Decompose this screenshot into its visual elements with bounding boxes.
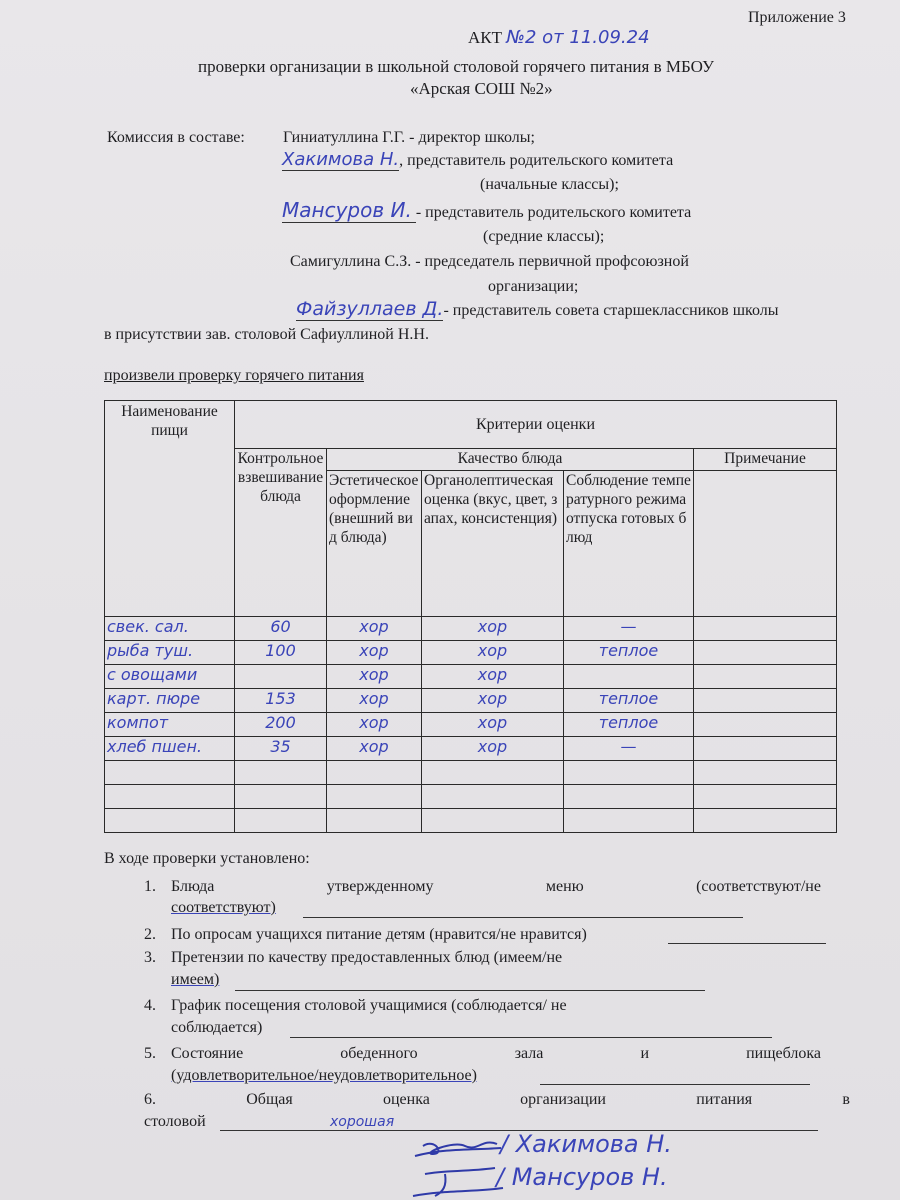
finding-5-word: обеденного bbox=[340, 1045, 418, 1062]
finding-6-word: Общая bbox=[246, 1091, 293, 1108]
cell-temperature: теплое bbox=[564, 641, 694, 665]
cell-weight: 60 bbox=[235, 617, 327, 641]
finding-1-word: утвержденному bbox=[326, 878, 434, 895]
table-row bbox=[105, 665, 837, 689]
table-row bbox=[105, 761, 837, 785]
member-5-signature: Файзуллаев Д. bbox=[296, 298, 444, 320]
cell-note bbox=[694, 737, 837, 761]
commission-member-4: Самигуллина С.З. - председатель первичной профсоюзной bbox=[290, 253, 689, 270]
cell-temperature bbox=[564, 785, 694, 809]
overall-rating-handwritten: хорошая bbox=[330, 1114, 395, 1130]
finding-number-2: 2. bbox=[144, 926, 156, 943]
commission-member-3 bbox=[282, 200, 691, 223]
cell-dish: с овощами bbox=[105, 665, 235, 689]
cell-aesthetic bbox=[327, 761, 422, 785]
cell-temperature: теплое bbox=[564, 689, 694, 713]
cell-note bbox=[694, 665, 837, 689]
finding-4-text-b: соблюдается) bbox=[171, 1019, 263, 1036]
header-note: Примечание bbox=[694, 449, 837, 471]
finding-1-word: (соответствуют/не bbox=[696, 878, 821, 895]
cell-dish: рыба туш. bbox=[105, 641, 235, 665]
finding-6-word: питания bbox=[696, 1091, 753, 1108]
cell-aesthetic bbox=[327, 785, 422, 809]
cell-aesthetic: хор bbox=[327, 713, 422, 737]
cell-organoleptic bbox=[422, 761, 564, 785]
commission-label: Комиссия в составе: bbox=[107, 129, 245, 146]
cell-temperature bbox=[564, 665, 694, 689]
header-temperature: Соблюдение температурного режима отпуска готовых блюд bbox=[564, 471, 694, 617]
finding-number-3: 3. bbox=[144, 949, 156, 966]
cell-weight: 200 bbox=[235, 713, 327, 737]
cell-dish: свек. сал. bbox=[105, 617, 235, 641]
cell-note bbox=[694, 761, 837, 785]
cell-dish bbox=[105, 761, 235, 785]
table-row bbox=[105, 641, 837, 665]
cell-weight bbox=[235, 809, 327, 833]
member-2-class: (начальные классы); bbox=[480, 176, 619, 193]
table-row bbox=[105, 713, 837, 737]
finding-number-5: 5. bbox=[144, 1045, 156, 1062]
cell-organoleptic: хор bbox=[422, 617, 564, 641]
cell-temperature: — bbox=[564, 617, 694, 641]
table-row bbox=[105, 785, 837, 809]
cell-aesthetic: хор bbox=[327, 641, 422, 665]
finding-5-word: Состояние bbox=[171, 1045, 244, 1062]
cell-note bbox=[694, 689, 837, 713]
cell-organoleptic bbox=[422, 785, 564, 809]
finding-4-text-a: График посещения столовой учащимися (соблюдается/ не bbox=[171, 997, 567, 1014]
cell-weight: 153 bbox=[235, 689, 327, 713]
cell-weight bbox=[235, 665, 327, 689]
cell-organoleptic: хор bbox=[422, 665, 564, 689]
act-heading bbox=[468, 27, 650, 48]
header-dish-name: Наименование пищи bbox=[105, 401, 235, 617]
appendix-label: Приложение 3 bbox=[748, 9, 846, 26]
cell-weight: 100 bbox=[235, 641, 327, 665]
commission-member-2 bbox=[282, 150, 673, 171]
cell-aesthetic: хор bbox=[327, 737, 422, 761]
header-quality: Качество блюда bbox=[327, 449, 694, 471]
cell-note bbox=[694, 713, 837, 737]
cell-weight bbox=[235, 761, 327, 785]
cell-temperature: — bbox=[564, 737, 694, 761]
finding-6-word: организации bbox=[520, 1091, 606, 1108]
cell-temperature bbox=[564, 761, 694, 785]
finding-1-line-a bbox=[171, 877, 821, 897]
act-number-handwritten: №2 от 11.09.24 bbox=[506, 27, 650, 48]
table-row bbox=[105, 737, 837, 761]
cell-note bbox=[694, 809, 837, 833]
cell-organoleptic bbox=[422, 809, 564, 833]
answer-line-2 bbox=[668, 943, 826, 944]
finding-6-line-b: столовой bbox=[144, 1113, 206, 1130]
header-criteria: Критерии оценки bbox=[235, 401, 837, 449]
cell-weight bbox=[235, 785, 327, 809]
header-aesthetic: Эстетическое оформление (внешний вид блюда) bbox=[327, 471, 422, 617]
cell-note bbox=[694, 785, 837, 809]
cell-dish bbox=[105, 809, 235, 833]
answer-line-3 bbox=[235, 990, 705, 991]
member-3-class: (средние классы); bbox=[483, 228, 605, 245]
act-prefix: АКТ bbox=[468, 28, 502, 47]
cell-aesthetic: хор bbox=[327, 617, 422, 641]
cell-organoleptic: хор bbox=[422, 713, 564, 737]
finding-5-word: зала bbox=[514, 1045, 544, 1062]
table-row bbox=[105, 809, 837, 833]
findings-heading: В ходе проверки установлено: bbox=[104, 850, 310, 867]
commission-member-1: Гиниатуллина Г.Г. - директор школы; bbox=[283, 129, 535, 146]
cell-dish: хлеб пшен. bbox=[105, 737, 235, 761]
finding-2-text: По опросам учащихся питание детям (нравится/не нравится) bbox=[171, 926, 587, 943]
check-heading: произвели проверку горячего питания bbox=[104, 367, 364, 384]
answer-line-1 bbox=[303, 917, 743, 918]
cell-organoleptic: хор bbox=[422, 641, 564, 665]
cell-weight: 35 bbox=[235, 737, 327, 761]
member-3-signature: Мансуров И. bbox=[282, 198, 416, 223]
header-organoleptic: Органолептическая оценка (вкус, цвет, запах, консистенция) bbox=[422, 471, 564, 617]
cell-organoleptic: хор bbox=[422, 689, 564, 713]
member-5-role: - представитель совета старшеклассников школы bbox=[443, 302, 779, 319]
finding-number-1: 1. bbox=[144, 878, 156, 895]
cell-dish: компот bbox=[105, 713, 235, 737]
finding-1-line-b bbox=[171, 898, 276, 918]
member-2-role: , представитель родительского комитета bbox=[399, 152, 674, 169]
finding-number-4: 4. bbox=[144, 997, 156, 1014]
finding-5-line-a bbox=[171, 1044, 821, 1064]
presence-line: в присутствии зав. столовой Сафиуллиной Н.Н. bbox=[104, 326, 429, 343]
finding-3-choice: имеем) bbox=[171, 971, 220, 988]
finding-3-text-b bbox=[171, 970, 219, 990]
cell-note bbox=[694, 617, 837, 641]
finding-6-word: оценка bbox=[382, 1091, 430, 1108]
cell-temperature: теплое bbox=[564, 713, 694, 737]
signature-1: / Хакимова Н. bbox=[500, 1130, 672, 1158]
cell-note bbox=[694, 641, 837, 665]
cell-temperature bbox=[564, 809, 694, 833]
cell-aesthetic: хор bbox=[327, 665, 422, 689]
finding-3-text-a: Претензии по качеству предоставленных блюд (имеем/не bbox=[171, 949, 563, 966]
act-subtitle-line1: проверки организации в школьной столовой горячего питания в МБОУ bbox=[198, 57, 714, 76]
commission-member-5 bbox=[296, 299, 779, 321]
header-control-weighing: Контрольное взвешивание блюда bbox=[235, 449, 327, 617]
finding-6-word: в bbox=[842, 1091, 850, 1108]
cell-dish: карт. пюре bbox=[105, 689, 235, 713]
finding-1-word: Блюда bbox=[171, 878, 215, 895]
member-2-signature: Хакимова Н. bbox=[282, 149, 400, 170]
cell-organoleptic: хор bbox=[422, 737, 564, 761]
cell-aesthetic bbox=[327, 809, 422, 833]
finding-1-word: меню bbox=[545, 878, 584, 895]
evaluation-table bbox=[104, 400, 837, 833]
cell-aesthetic: хор bbox=[327, 689, 422, 713]
finding-6-line-a bbox=[144, 1090, 850, 1110]
finding-5-line-b bbox=[171, 1066, 477, 1086]
finding-1-choice: соответствуют) bbox=[171, 899, 276, 916]
table-row bbox=[105, 689, 837, 713]
table-row bbox=[105, 617, 837, 641]
answer-line-4 bbox=[290, 1037, 772, 1038]
cell-dish bbox=[105, 785, 235, 809]
finding-5-word: пищеблока bbox=[746, 1045, 821, 1062]
finding-6-number: 6. bbox=[144, 1091, 156, 1108]
signature-scribble-icon bbox=[405, 1130, 505, 1200]
member-4-org: организации; bbox=[488, 278, 579, 295]
signature-2: / Мансуров Н. bbox=[496, 1163, 668, 1191]
header-note-cell bbox=[694, 471, 837, 617]
finding-5-word: и bbox=[640, 1045, 649, 1062]
finding-5-choice: (удовлетворительное/неудовлетворительное) bbox=[171, 1067, 477, 1084]
member-3-role: - представитель родительского комитета bbox=[415, 204, 692, 221]
answer-line-5 bbox=[540, 1084, 810, 1085]
act-subtitle-line2: «Арская СОШ №2» bbox=[410, 79, 553, 98]
